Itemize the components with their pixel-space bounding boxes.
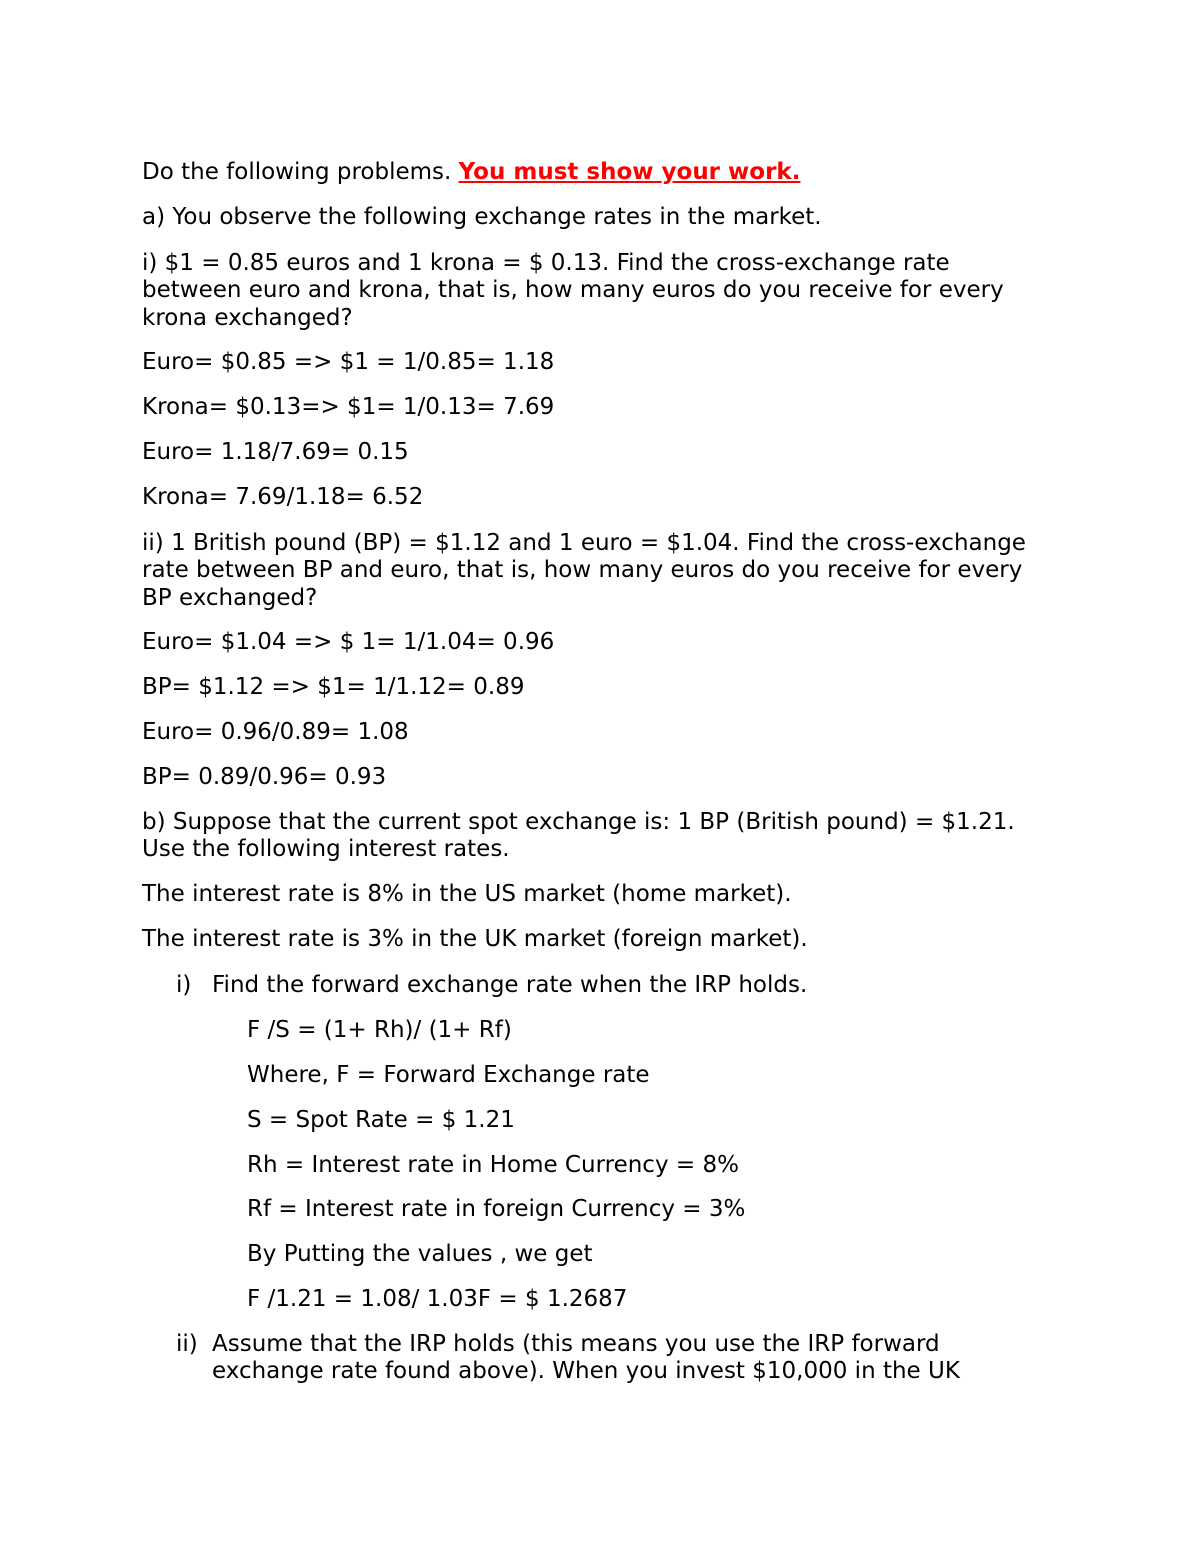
part-a-q2-work: BP= 0.89/0.96= 0.93 <box>142 764 387 790</box>
part-a-q2-work: Euro= $1.04 => $ 1= 1/1.04= 0.96 <box>142 629 555 655</box>
part-a-q2-work: BP= $1.12 => $1= 1/1.12= 0.89 <box>142 674 525 700</box>
part-a-heading: a) You observe the following exchange rates in the market. <box>142 204 822 230</box>
part-b-q1-work: By Putting the values , we get <box>247 1241 593 1267</box>
part-b-q1-text: Find the forward exchange rate when the IRP holds. <box>212 972 808 998</box>
part-b-q2-marker: ii) <box>176 1331 198 1357</box>
part-b-q2-line: exchange rate found above). When you invest $10,000 in the UK <box>212 1358 960 1384</box>
part-b-q1-work: Rf = Interest rate in foreign Currency = 3% <box>247 1196 746 1222</box>
part-b-q1-work: S = Spot Rate = $ 1.21 <box>247 1107 515 1133</box>
part-b-q1-work: Where, F = Forward Exchange rate <box>247 1062 650 1088</box>
part-a-q1-line: krona exchanged? <box>142 305 353 331</box>
part-a-q1-work: Krona= 7.69/1.18= 6.52 <box>142 484 424 510</box>
part-b-q1-marker: i) <box>176 972 192 998</box>
part-b-line: Use the following interest rates. <box>142 836 510 862</box>
part-b-rate: The interest rate is 8% in the US market (home market). <box>142 881 792 907</box>
part-a-q2-work: Euro= 0.96/0.89= 1.08 <box>142 719 409 745</box>
part-b-q2-line: Assume that the IRP holds (this means you use the IRP forward <box>212 1331 940 1357</box>
part-a-q1-work: Euro= $0.85 => $1 = 1/0.85= 1.18 <box>142 349 555 375</box>
instructions-text: Do the following problems. <box>142 159 452 185</box>
part-a-q1-line: between euro and krona, that is, how many euros do you receive for every <box>142 277 1004 303</box>
part-a-q2-line: BP exchanged? <box>142 585 318 611</box>
part-b-q1-work: F /1.21 = 1.08/ 1.03F = $ 1.2687 <box>247 1286 628 1312</box>
part-a-q1-work: Krona= $0.13=> $1= 1/0.13= 7.69 <box>142 394 555 420</box>
part-a-q2-line: ii) 1 British pound (BP) = $1.12 and 1 euro = $1.04. Find the cross-exchange <box>142 530 1026 556</box>
part-b-rate: The interest rate is 3% in the UK market (foreign market). <box>142 926 808 952</box>
instructions-emphasis: You must show your work. <box>458 159 801 185</box>
part-a-q1-work: Euro= 1.18/7.69= 0.15 <box>142 439 409 465</box>
part-a-q2-line: rate between BP and euro, that is, how many euros do you receive for every <box>142 557 1023 583</box>
part-b-q1-work: F /S = (1+ Rh)/ (1+ Rf) <box>247 1017 512 1043</box>
part-b-q1-work: Rh = Interest rate in Home Currency = 8% <box>247 1152 739 1178</box>
instructions <box>142 158 800 186</box>
part-b-line: b) Suppose that the current spot exchange is: 1 BP (British pound) = $1.21. <box>142 809 1015 835</box>
part-a-q1-line: i) $1 = 0.85 euros and 1 krona = $ 0.13. Find the cross-exchange rate <box>142 250 950 276</box>
